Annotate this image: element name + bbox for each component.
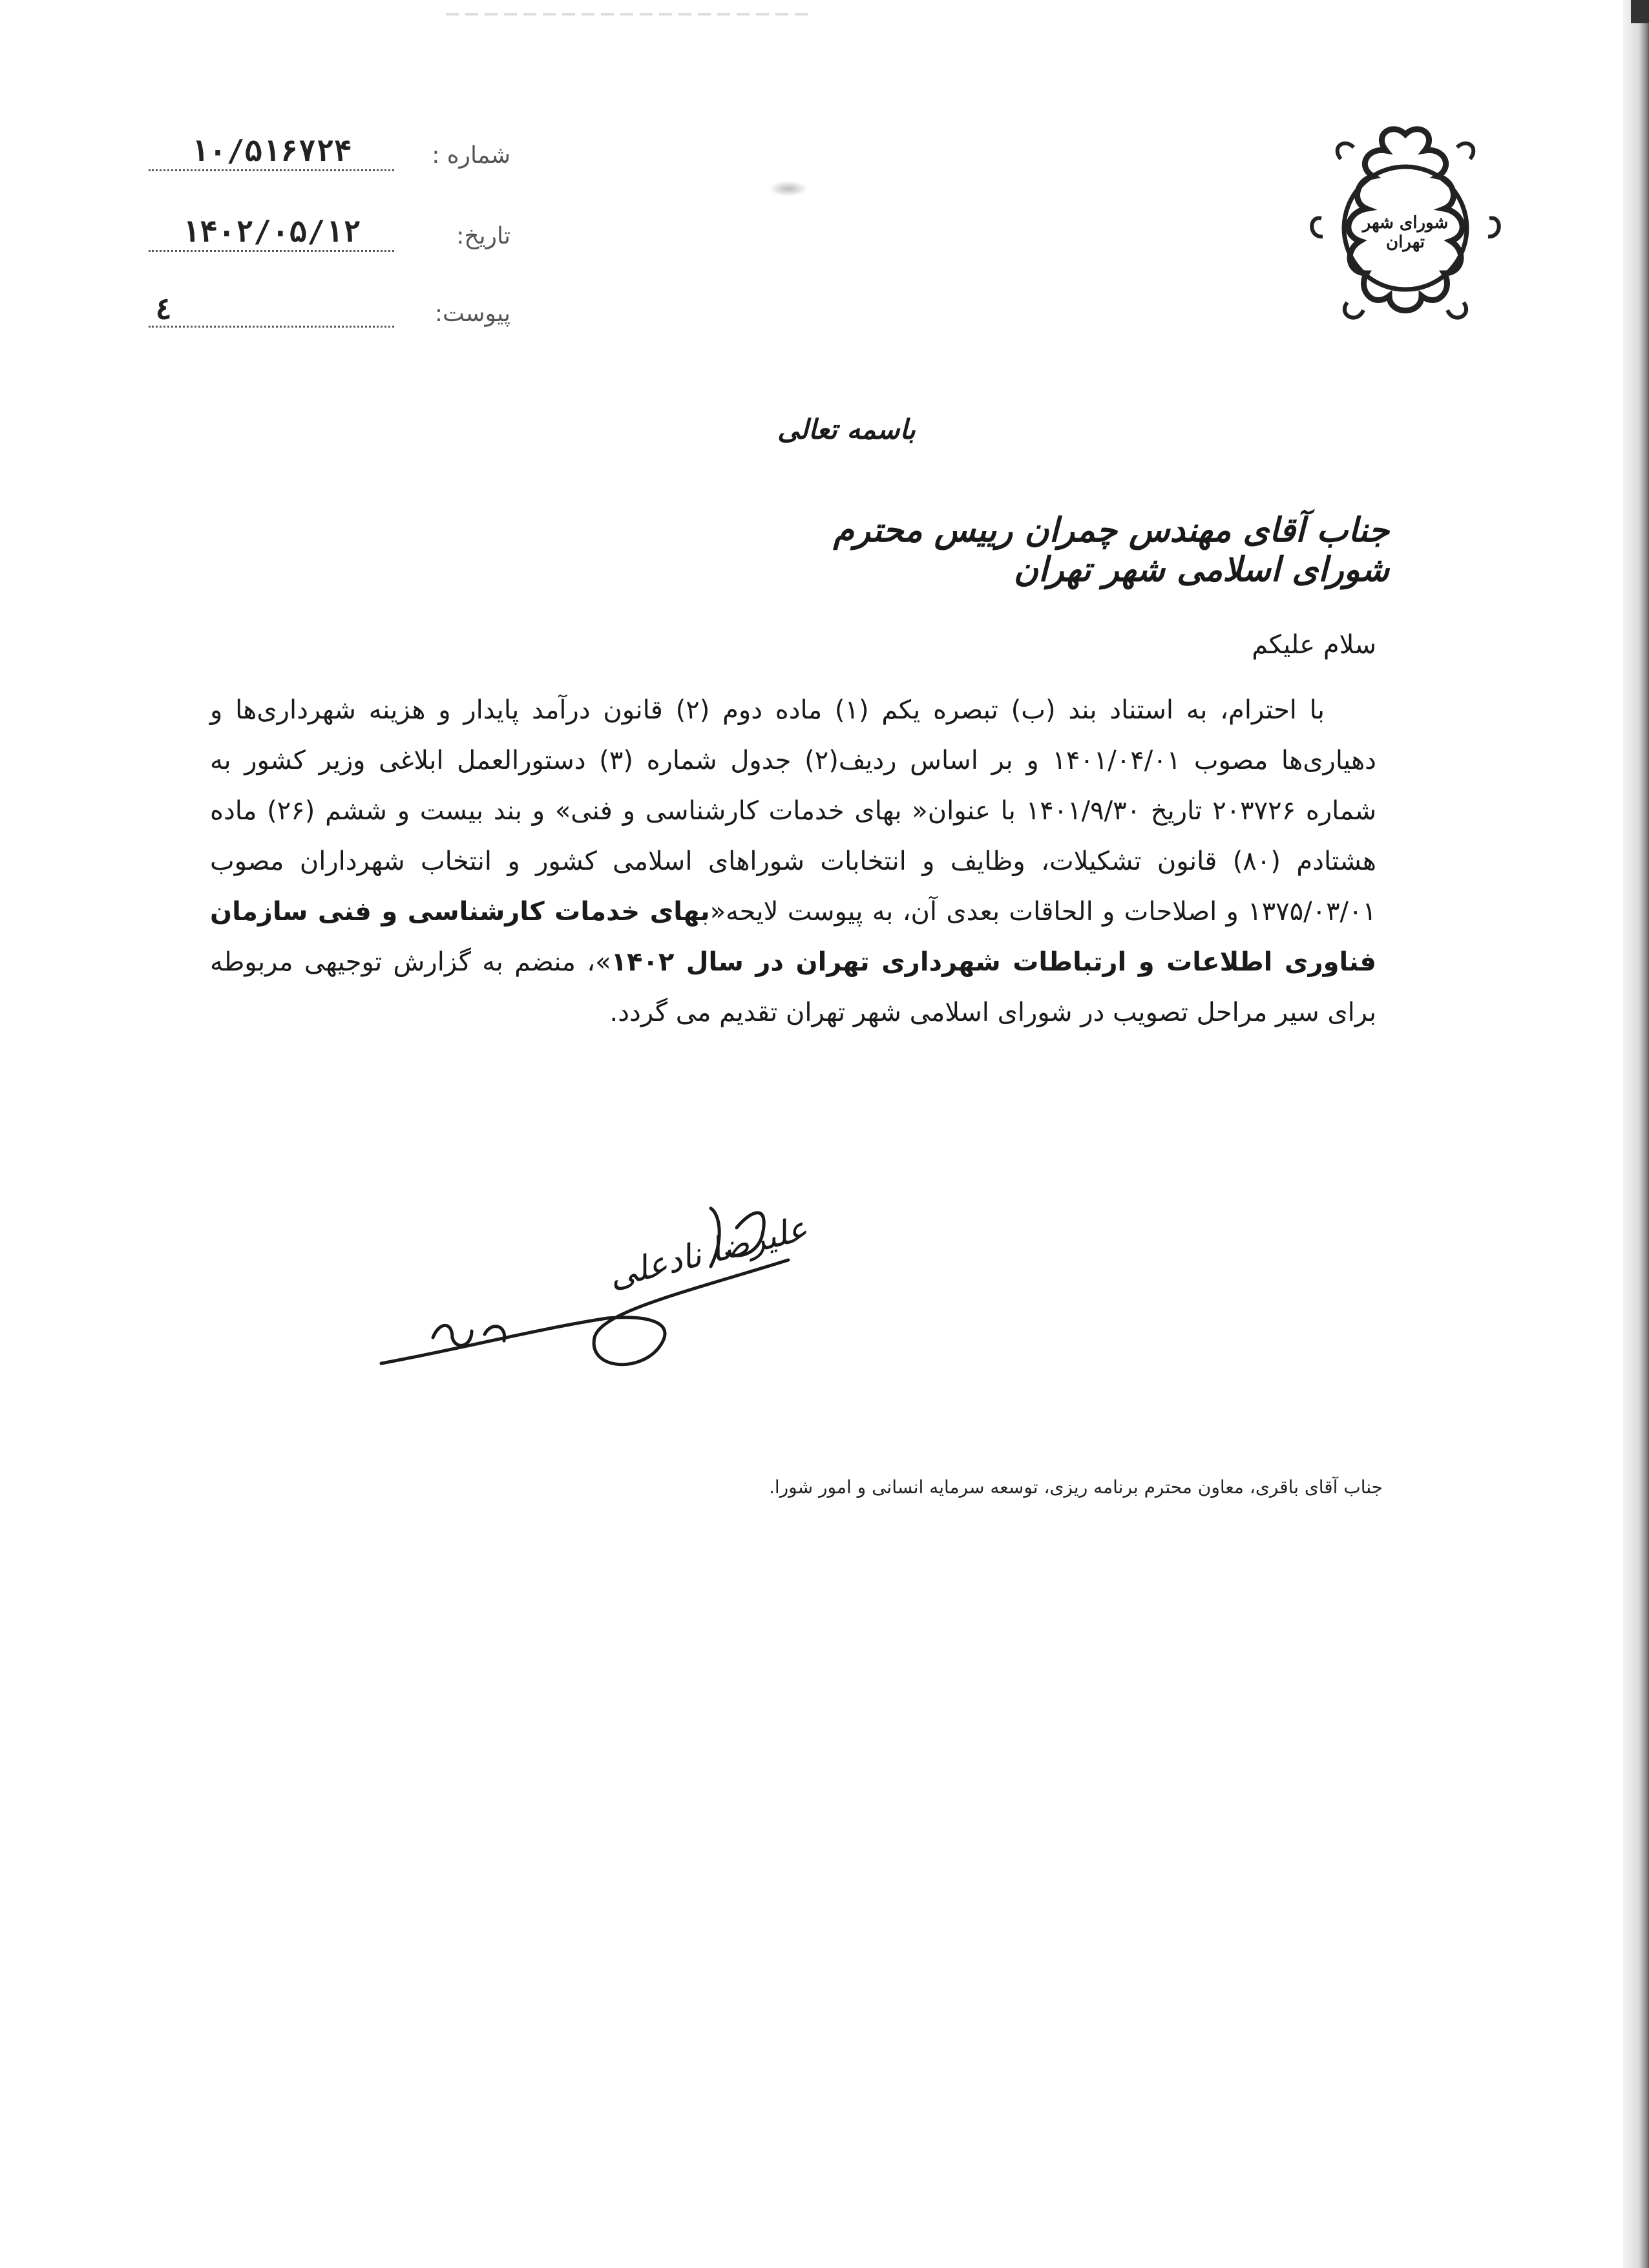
date-row [149,214,510,262]
signature-name: علیرضا نادعلی [605,1209,812,1296]
invocation: باسمه تعالی [777,414,916,445]
attachment-row [149,291,510,339]
cc-recipient: جناب آقای باقری، معاون محترم برنامه ریزی، توسعه سرمایه انسانی و امور شورا. [768,1476,1383,1498]
handwritten-signature [375,1189,840,1396]
scan-smudge [769,181,808,196]
body-part-1: با احترام، به استناد بند (ب) تبصره یکم (۱) ماده دوم (۲) قانون درآمد پایدار و هزینه شهرداری‌ها و دهیاری‌ها مصوب ۱۴۰۱/۰۴/۰۱ و بر اساس ردیف(۲) جدول شماره (۳) دستورالعمل ابلاغی وزیر کشور به شماره ۲۰۳۷۲۶ تاریخ ۱۴۰۱/۹/۳۰ با عنوان« بهای خدمات کارشناسی و فنی» و بند بیست و ششم (۲۶) ماده هشتادم (۸۰) قانون تشکیلات، وظایف و انتخابات شوراهای اسلامی کشور و انتخاب شهرداران مصوب ۱۳۷۵/۰۳/۰۱ و اصلاحات و الحاقات بعدی آن، به پیوست لایحه« [210,695,1376,927]
letter-body [210,685,1376,1038]
page-edge-shadow [1623,0,1649,2268]
scan-artifact-line [446,13,808,16]
date-label: تاریخ: [456,223,510,249]
addressee: جناب آقای مهندس چمران رییس محترم شورای اسلامی شهر تهران [833,510,1389,589]
logo-text: شورای شهر تهران [1362,213,1449,252]
page-edge-corner [1631,0,1649,23]
number-value: ۱۰/۵۱۶۷۲۴ [149,133,394,171]
date-value: ۱۴۰۲/۰۵/۱۲ [149,214,394,252]
number-label: شماره : [432,142,510,169]
number-row [149,133,510,181]
attachment-value: ٤ [149,291,394,328]
body-bold-title: بهای خدمات کارشناسی و فنی سازمان فناوری اطلاعات و ارتباطات شهرداری تهران در سال ۱۴۰۲ [210,897,1377,977]
body-part-2: »، منضم به گزارش توجیهی مربوطه برای سیر مراحل تصویب در شورای اسلامی شهر تهران تقدیم می گردد. [210,947,1376,1027]
attachment-label: پیوست: [434,300,510,327]
greeting: سلام علیکم [1252,630,1376,660]
